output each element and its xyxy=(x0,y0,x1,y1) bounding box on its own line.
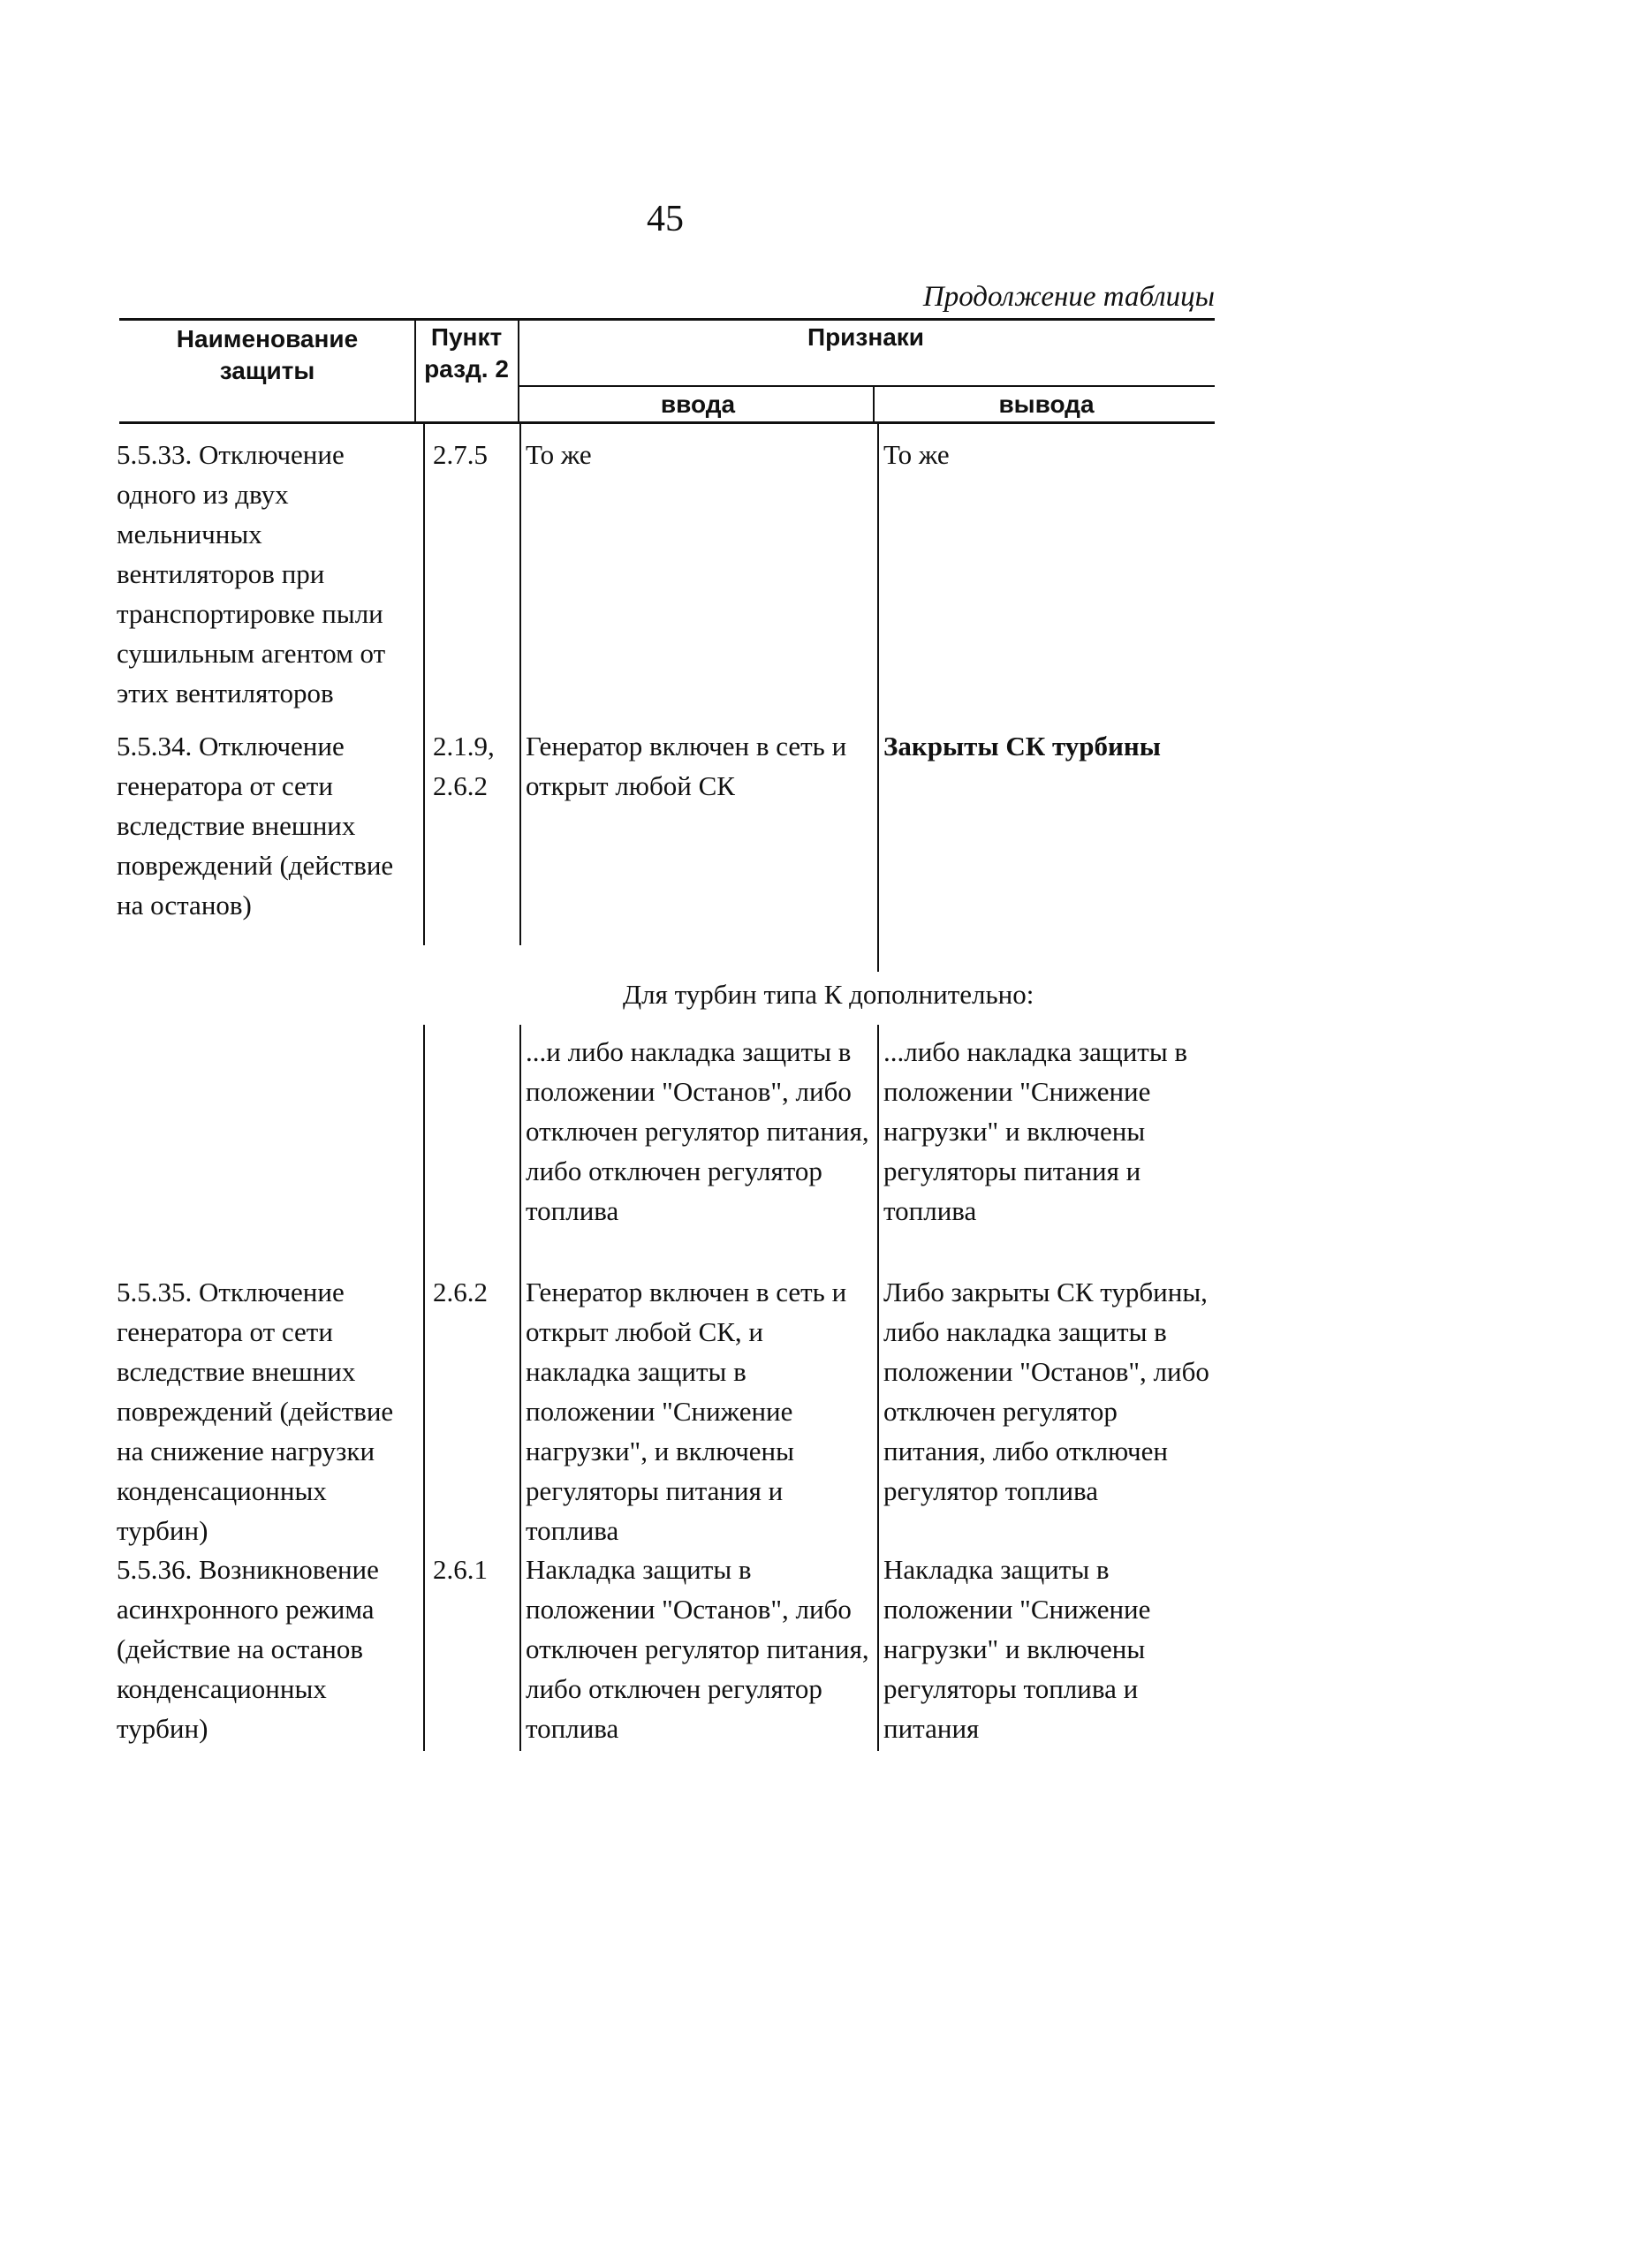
table-row-clause: 2.6.2 xyxy=(433,1277,488,1307)
header-signs: Признаки xyxy=(807,323,925,351)
table-row-name: 5.5.34. Отключение генератора от сети вследствие внешних повреждений (действие на останов) xyxy=(117,731,394,921)
table-row-output: Закрыты СК турбины xyxy=(883,731,1161,762)
additional-output: ...либо накладка защиты в положении "Снижение нагрузки" и включены регуляторы питания и топлива xyxy=(883,1036,1188,1226)
header-input: ввода xyxy=(660,390,736,418)
column-rule-name xyxy=(414,318,416,422)
column-rule-input-lower xyxy=(519,1025,521,1751)
table-row-output: То же xyxy=(883,439,950,470)
signs-divider-rule xyxy=(519,385,1215,387)
column-rule-input-upper xyxy=(519,422,521,945)
column-rule-clause-lower xyxy=(423,1025,425,1751)
header-output: вывода xyxy=(998,390,1095,418)
page-number: 45 xyxy=(647,199,684,239)
header-name: Наименование защиты xyxy=(176,325,359,384)
table-continuation-label: Продолжение таблицы xyxy=(922,281,1215,313)
table-row-input: Накладка защиты в положении "Останов", либо отключен регулятор питания, либо отключен регулятор топлива xyxy=(526,1554,869,1744)
column-rule-clause-header xyxy=(518,318,519,422)
additional-input: ...и либо накладка защиты в положении "Останов", либо отключен регулятор питания, либо отключен регулятор топлива xyxy=(526,1036,869,1226)
table-row-input: Генератор включен в сеть и открыт любой СК xyxy=(526,731,847,801)
column-rule-output-lower xyxy=(877,1025,879,1751)
header-clause: Пункт разд. 2 xyxy=(424,323,509,383)
table-row-clause: 2.7.5 xyxy=(433,439,488,470)
header-bottom-rule xyxy=(119,421,1215,424)
table-row-input: То же xyxy=(526,439,592,470)
table-row-clause: 2.6.1 xyxy=(433,1554,488,1585)
table-row-input: Генератор включен в сеть и открыт любой СК, и накладка защиты в положении "Снижение нагрузки", и включены регуляторы питания и топлива xyxy=(526,1277,847,1546)
table-row-name: 5.5.36. Возникновение асинхронного режима (действие на останов конденсационных турбин) xyxy=(117,1554,379,1744)
table-top-rule xyxy=(119,318,1215,321)
column-rule-output-upper xyxy=(877,422,879,972)
table-row-name: 5.5.35. Отключение генератора от сети вследствие внешних повреждений (действие на снижение нагрузки конденсационных турбин) xyxy=(117,1277,394,1546)
additional-note: Для турбин типа К дополнительно: xyxy=(623,979,1034,1010)
table-row-output: Либо закрыты СК турбины, либо накладка защиты в положении "Останов", либо отключен регулятор питания, либо отключен регулятор топлива xyxy=(883,1277,1209,1506)
table-row-output: Накладка защиты в положении "Снижение нагрузки" и включены регуляторы топлива и питания xyxy=(883,1554,1151,1744)
table-row-clause: 2.1.9, 2.6.2 xyxy=(433,731,495,801)
table-row-name: 5.5.33. Отключение одного из двух мельничных вентиляторов при транспортировке пыли сушильным агентом от этих вентиляторов xyxy=(117,439,386,709)
column-rule-clause-upper xyxy=(423,422,425,945)
column-rule-signs-header xyxy=(873,385,875,422)
